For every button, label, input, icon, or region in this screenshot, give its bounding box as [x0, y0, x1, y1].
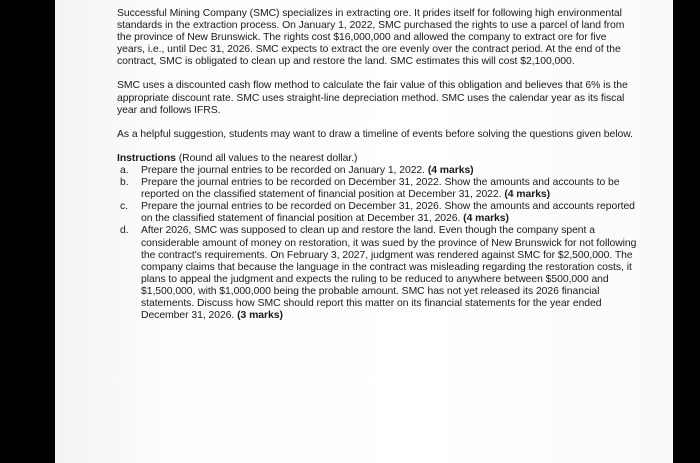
question-item-a — [117, 165, 637, 177]
question-marks: (4 marks) — [463, 213, 509, 225]
question-item-b — [117, 177, 637, 201]
question-text: Prepare the journal entries to be recorded on December 31, 2026. Show the amounts and accounts reported on the classified statement of financial position at December 31, 2026. — [141, 201, 635, 225]
question-letter: d. — [120, 225, 129, 237]
question-marks: (4 marks) — [504, 189, 551, 201]
question-marks: (4 marks) — [427, 164, 474, 176]
question-marks: (3 marks) — [237, 310, 283, 322]
paragraph-timeline-suggestion: As a helpful suggestion, students may want to draw a timeline of events before solving the questions given below. — [117, 128, 633, 140]
question-letter: b. — [120, 177, 129, 189]
instructions-note: (Round all values to the nearest dollar.) — [175, 152, 358, 164]
question-letter: a. — [120, 164, 129, 176]
document-content — [117, 8, 637, 322]
question-text: After 2026, SMC was supposed to clean up and restore the land. Even though the company spent a considerable amount of money on restoration, it was sued by the province of New Brunswick for not following the contract's requirements. On February 3, 2027, judgment was rendered against SMC for $2,500,000. The company claims that because the language in the contract was misleading regarding the restoration costs, it plans to appeal the judgment and expects the ruling to be reduced to anywhere between $500,000 and $1,500,000, with $1,000,000 being the probable amount. SMC has not yet released its 2026 financial statements. Discuss how SMC should report this matter on its financial statements for the year ended December 31, 2026. — [141, 225, 637, 322]
instructions-title: Instructions — [117, 152, 176, 164]
instructions-heading — [117, 153, 637, 165]
paragraph-valuation-method: SMC uses a discounted cash flow method to calculate the fair value of this obligation and believes that 6% is the appropriate discount rate. SMC uses straight-line depreciation method. SMC uses the calendar year as its fiscal year and follows IFRS. — [117, 80, 628, 116]
question-item-c — [117, 201, 637, 225]
question-text: Prepare the journal entries to be recorded on January 1, 2022. — [141, 164, 428, 176]
question-text: Prepare the journal entries to be recorded on December 31, 2022. Show the amounts and accounts to be reported on the classified statement of financial position at December 31, 2022. — [141, 177, 620, 201]
question-item-d — [117, 225, 637, 322]
document-page — [55, 0, 673, 463]
questions-list — [117, 165, 637, 322]
paragraph-company-background: Successful Mining Company (SMC) specializes in extracting ore. It prides itself for following high environmental standards in the extraction process. On January 1, 2022, SMC purchased the rights to use a parcel of land from the province of New Brunswick. The rights cost $16,000,000 and allowed the company to extract ore for five years, i.e., until Dec 31, 2026. SMC expects to extract the ore evenly over the contract period. At the end of the contract, SMC is obligated to clean up and restore the land. SMC estimates this will cost $2,100,000. — [117, 8, 625, 68]
question-letter: c. — [120, 201, 128, 213]
